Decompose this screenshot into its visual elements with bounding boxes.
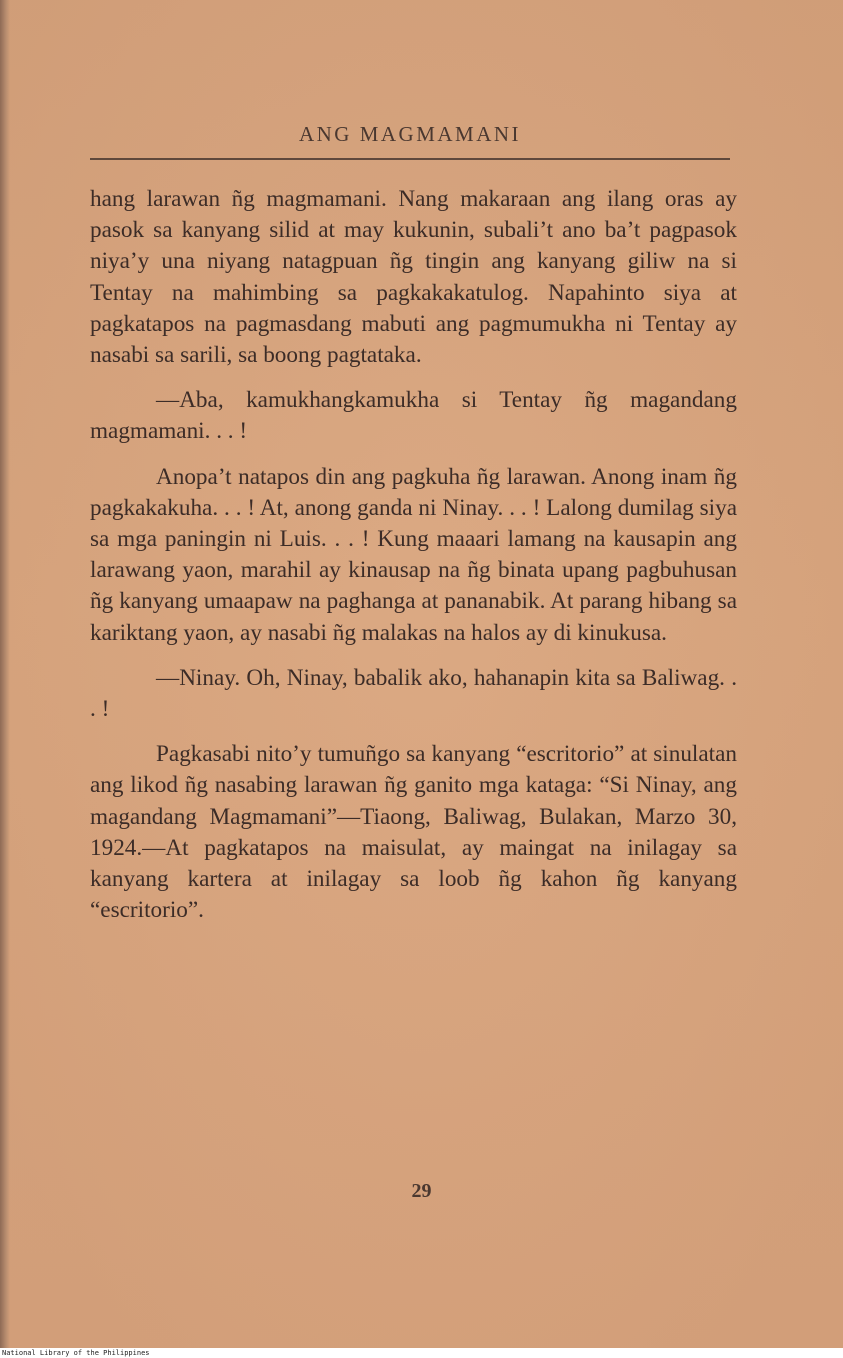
paragraph-5: Pagkasabi nito’y tumuñgo sa kanyang “escritorio” at sinulatan ang likod ñg nasabing larawan ñg ganito mga kataga: “Si Ninay, ang magandang Magmamani”—Tiaong, Baliwag, Bulakan, Marzo 30, 1924.—At pagkatapos na maisulat, ay maingat na inilagay sa kanyang kartera at inilagay sa loob ñg kahon ñg kanyang “escritorio”. <box>90 741 737 924</box>
page-binding-edge <box>0 0 10 1348</box>
paragraph-3: Anopa’t natapos din ang pagkuha ñg larawan. Anong inam ñg pagkakakuha. . . ! At, anong ganda ni Ninay. . . ! Lalong dumilag siya sa mga paningin ni Luis. . . ! Kung maaari lamang na kausapin ang larawang yaon, marahil ay kinausap na ñg binata upang pagbuhusan ñg kanyang umaapaw na paghanga at pananabik. At parang hibang sa kariktang yaon, ay nasabi ñg malakas na halos ay di kinukusa. <box>90 463 737 646</box>
running-title: ANG MAGMAMANI <box>298 122 522 146</box>
paragraph-2: —Aba, kamukhangkamukha si Tentay ñg magandang magmamani. . . ! <box>90 387 737 445</box>
header-rule <box>90 158 730 160</box>
paragraph-1: hang larawan ñg magmamani. Nang makaraan ang ilang oras ay pasok sa kanyang silid at may kukunin, subali’t ano ba’t pagpasok niya’y una niyang natagpuan ñg tingin ang kanyang giliw na si Tentay na mahimbing sa pagkakakatulog. Napahinto siya at pagkatapos na pagmasdang mabuti ang pagmumukha ni Tentay ay nasabi sa sarili, sa boong pagtataka. <box>90 186 737 369</box>
paragraph-4: —Ninay. Oh, Ninay, babalik ako, hahanapin kita sa Baliwag. . . ! <box>90 664 737 723</box>
library-credit: National Library of the Philippines <box>2 1349 150 1357</box>
page-body <box>90 184 737 940</box>
page-number: 29 <box>411 1180 432 1202</box>
